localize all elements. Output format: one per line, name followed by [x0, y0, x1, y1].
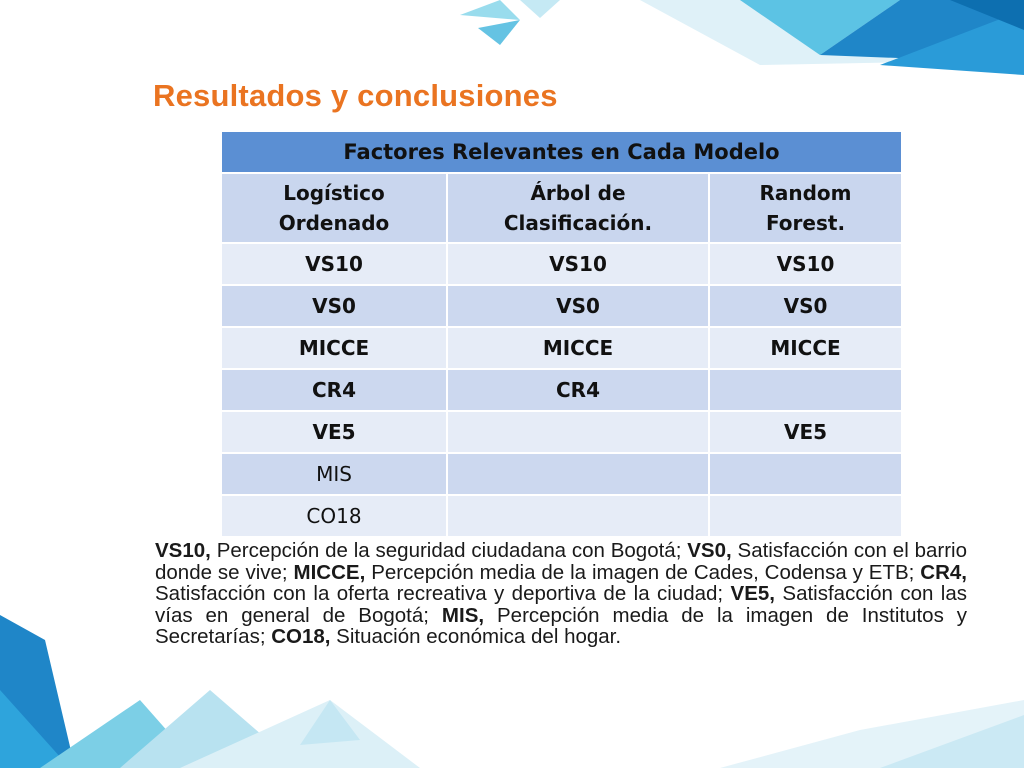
table-header-row — [221, 173, 902, 243]
table-row — [221, 327, 902, 369]
table-cell: VE5 — [221, 411, 447, 453]
table-row — [221, 369, 902, 411]
table-cell — [447, 411, 709, 453]
table-row — [221, 243, 902, 285]
table-cell: CR4 — [447, 369, 709, 411]
table-cell — [709, 369, 902, 411]
table-title-row — [221, 131, 902, 173]
factors-table — [220, 130, 903, 538]
table-row — [221, 285, 902, 327]
legend-code: CR4, — [920, 560, 967, 584]
legend-description: Satisfacción con la oferta recreativa y deportiva de la ciudad; — [155, 582, 731, 605]
table-row — [221, 495, 902, 537]
table-cell: VS10 — [709, 243, 902, 285]
column-header-random-forest: Random Forest. — [709, 173, 902, 243]
table-cell: MICCE — [447, 327, 709, 369]
legend-code: CO18, — [271, 625, 331, 648]
table-cell: MICCE — [221, 327, 447, 369]
table-cell — [447, 495, 709, 537]
table-cell — [709, 495, 902, 537]
slide-title: Resultados y conclusiones — [153, 78, 558, 113]
table-cell: CR4 — [221, 369, 447, 411]
table-title: Factores Relevantes en Cada Modelo — [221, 131, 902, 173]
table-cell: MICCE — [709, 327, 902, 369]
table-cell: VS0 — [221, 285, 447, 327]
legend-description: Satisfacción con las vías en general de Bogotá; — [155, 582, 968, 627]
table-cell: VE5 — [709, 411, 902, 453]
table-cell: CO18 — [221, 495, 447, 537]
legend-description: Situación económica del hogar. — [330, 625, 622, 648]
legend-code: VE5, — [730, 582, 775, 605]
deco-shape — [520, 0, 560, 18]
table-row — [221, 411, 902, 453]
legend-description: Satisfacción con el barrio donde se vive; — [155, 539, 967, 584]
table-cell: MIS — [221, 453, 447, 495]
table-cell — [709, 453, 902, 495]
table-cell: VS10 — [221, 243, 447, 285]
column-header-arbol: Árbol de Clasificación. — [447, 173, 709, 243]
legend-code: VS0, — [687, 539, 732, 562]
column-header-logistico: Logístico Ordenado — [221, 173, 447, 243]
table-cell: VS0 — [709, 285, 902, 327]
legend-code: VS10, — [155, 539, 211, 562]
legend-description: Percepción de la seguridad ciudadana con Bogotá; — [210, 539, 688, 562]
legend-description: Percepción media de la imagen de Institutos y Secretarías; — [155, 603, 967, 648]
legend-code: MICCE, — [293, 560, 366, 584]
deco-shape — [478, 20, 520, 45]
legend-paragraph — [155, 540, 967, 648]
legend-code: MIS, — [441, 603, 485, 627]
table-cell — [447, 453, 709, 495]
legend-description: Percepción media de la imagen de Cades, Codensa y ETB; — [365, 560, 921, 584]
deco-shape — [460, 0, 520, 20]
table-cell: VS0 — [447, 285, 709, 327]
table-cell: VS10 — [447, 243, 709, 285]
table-row — [221, 453, 902, 495]
